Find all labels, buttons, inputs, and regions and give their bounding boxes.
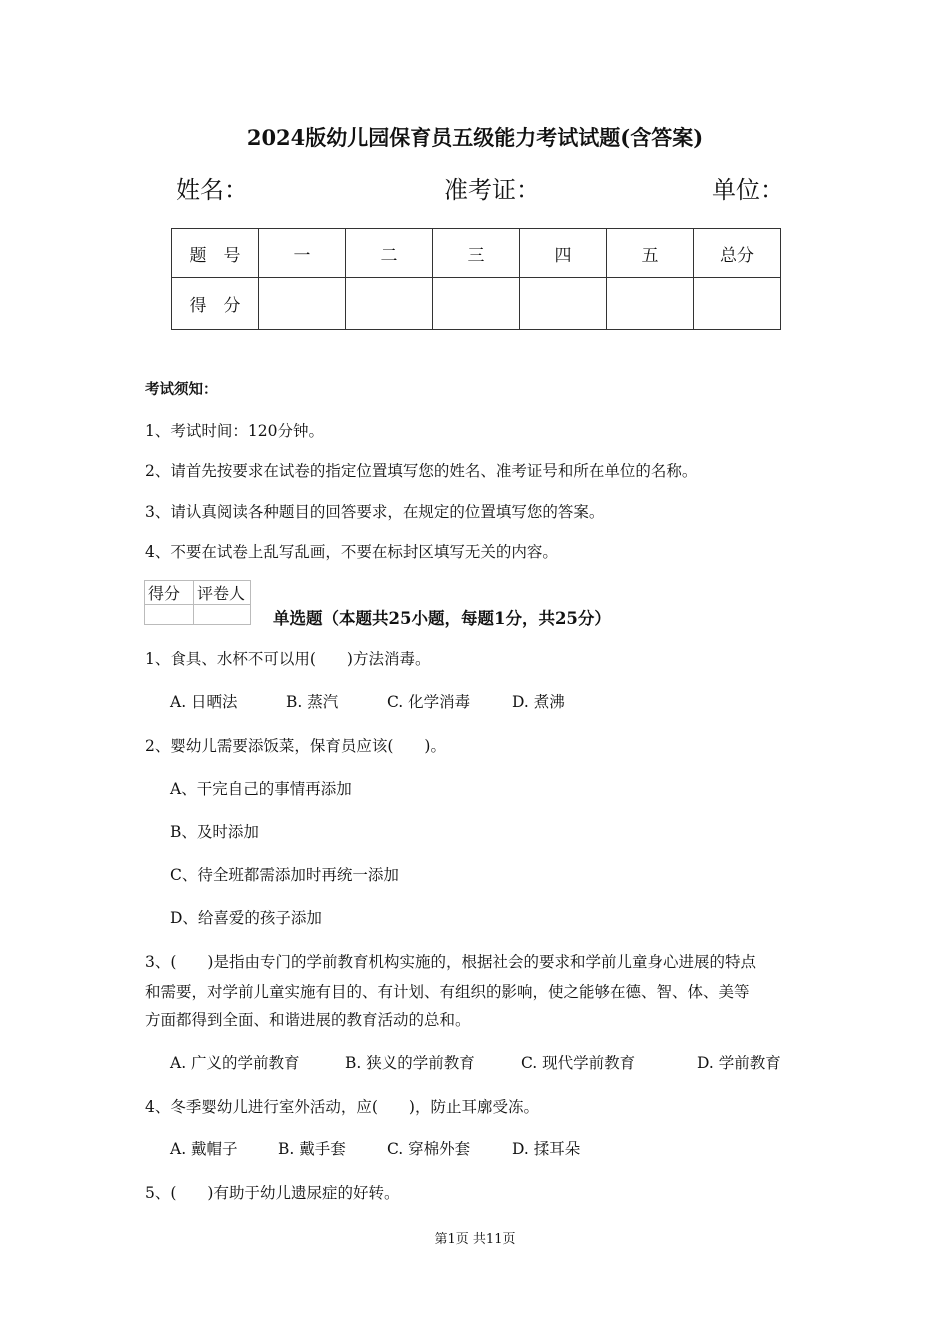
score-cell-3: 三 xyxy=(433,229,520,278)
question-stem: 1、食具、水杯不可以用( )方法消毒。 xyxy=(145,650,431,668)
grader-reviewer-field[interactable] xyxy=(194,605,251,625)
notice-title: 考试须知： xyxy=(145,381,218,398)
score-input-4[interactable] xyxy=(520,278,607,330)
answer-option[interactable]: C、待全班都需添加时再统一添加 xyxy=(170,866,399,884)
question-stem: 3、( )是指由专门的学前教育机构实施的，根据社会的要求和学前儿童身心进展的特点 xyxy=(145,953,756,971)
notice-item: 3、请认真阅读各种题目的回答要求，在规定的位置填写您的答案。 xyxy=(145,503,605,521)
answer-option[interactable]: D. 揉耳朵 xyxy=(512,1140,581,1158)
answer-option[interactable]: A. 广义的学前教育 xyxy=(170,1054,300,1072)
answer-option[interactable]: B、及时添加 xyxy=(170,823,259,841)
exam-number-label: 准考证： xyxy=(444,176,540,204)
answer-option[interactable]: D. 煮沸 xyxy=(512,693,565,711)
score-table-header-row xyxy=(172,229,781,278)
grader-score-label: 得分 xyxy=(145,581,194,605)
question-stem: 和需要，对学前儿童实施有目的、有计划、有组织的影响，使之能够在德、智、体、美等 xyxy=(145,983,750,1001)
unit-label: 单位： xyxy=(712,176,784,204)
score-cell-4: 四 xyxy=(520,229,607,278)
answer-option[interactable]: B. 狭义的学前教育 xyxy=(345,1054,475,1072)
answer-option[interactable]: C. 穿棉外套 xyxy=(387,1140,471,1158)
answer-option[interactable]: A. 戴帽子 xyxy=(170,1140,238,1158)
page-footer: 第1页 共11页 xyxy=(434,1232,516,1247)
score-cell-2: 二 xyxy=(346,229,433,278)
score-input-total[interactable] xyxy=(694,278,781,330)
answer-option[interactable]: A、干完自己的事情再添加 xyxy=(170,780,352,798)
score-input-3[interactable] xyxy=(433,278,520,330)
answer-option[interactable]: C. 化学消毒 xyxy=(387,693,471,711)
question-stem: 2、婴幼儿需要添饭菜，保育员应该( )。 xyxy=(145,737,446,755)
score-input-2[interactable] xyxy=(346,278,433,330)
section-title: 单选题（本题共25小题，每题1分，共25分） xyxy=(273,609,611,628)
score-row-label: 得 分 xyxy=(172,278,259,330)
question-stem: 方面都得到全面、和谐进展的教育活动的总和。 xyxy=(145,1011,471,1029)
page-title: 2024版幼儿园保育员五级能力考试试题(含答案) xyxy=(246,125,704,150)
answer-option[interactable]: B. 戴手套 xyxy=(278,1140,346,1158)
score-input-5[interactable] xyxy=(607,278,694,330)
score-cell-total: 总分 xyxy=(694,229,781,278)
score-table-score-row xyxy=(172,278,781,330)
grader-score-field[interactable] xyxy=(145,605,194,625)
score-cell-label: 题 号 xyxy=(172,229,259,278)
answer-option[interactable]: A. 日晒法 xyxy=(170,693,238,711)
question-stem: 4、冬季婴幼儿进行室外活动，应( )，防止耳廓受冻。 xyxy=(145,1098,539,1116)
grader-box xyxy=(144,580,251,625)
answer-option[interactable]: B. 蒸汽 xyxy=(286,693,339,711)
answer-option[interactable]: D、给喜爱的孩子添加 xyxy=(170,909,322,927)
notice-item: 4、不要在试卷上乱写乱画，不要在标封区填写无关的内容。 xyxy=(145,543,558,561)
score-input-1[interactable] xyxy=(259,278,346,330)
score-table xyxy=(171,228,781,330)
notice-item: 2、请首先按要求在试卷的指定位置填写您的姓名、准考证号和所在单位的名称。 xyxy=(145,462,698,480)
name-label: 姓名： xyxy=(176,176,248,204)
score-cell-5: 五 xyxy=(607,229,694,278)
grader-reviewer-label: 评卷人 xyxy=(194,581,251,605)
answer-option[interactable]: D. 学前教育 xyxy=(697,1054,781,1072)
question-stem: 5、( )有助于幼儿遗尿症的好转。 xyxy=(145,1184,400,1202)
score-cell-1: 一 xyxy=(259,229,346,278)
answer-option[interactable]: C. 现代学前教育 xyxy=(521,1054,636,1072)
notice-item: 1、考试时间：120分钟。 xyxy=(145,422,324,440)
